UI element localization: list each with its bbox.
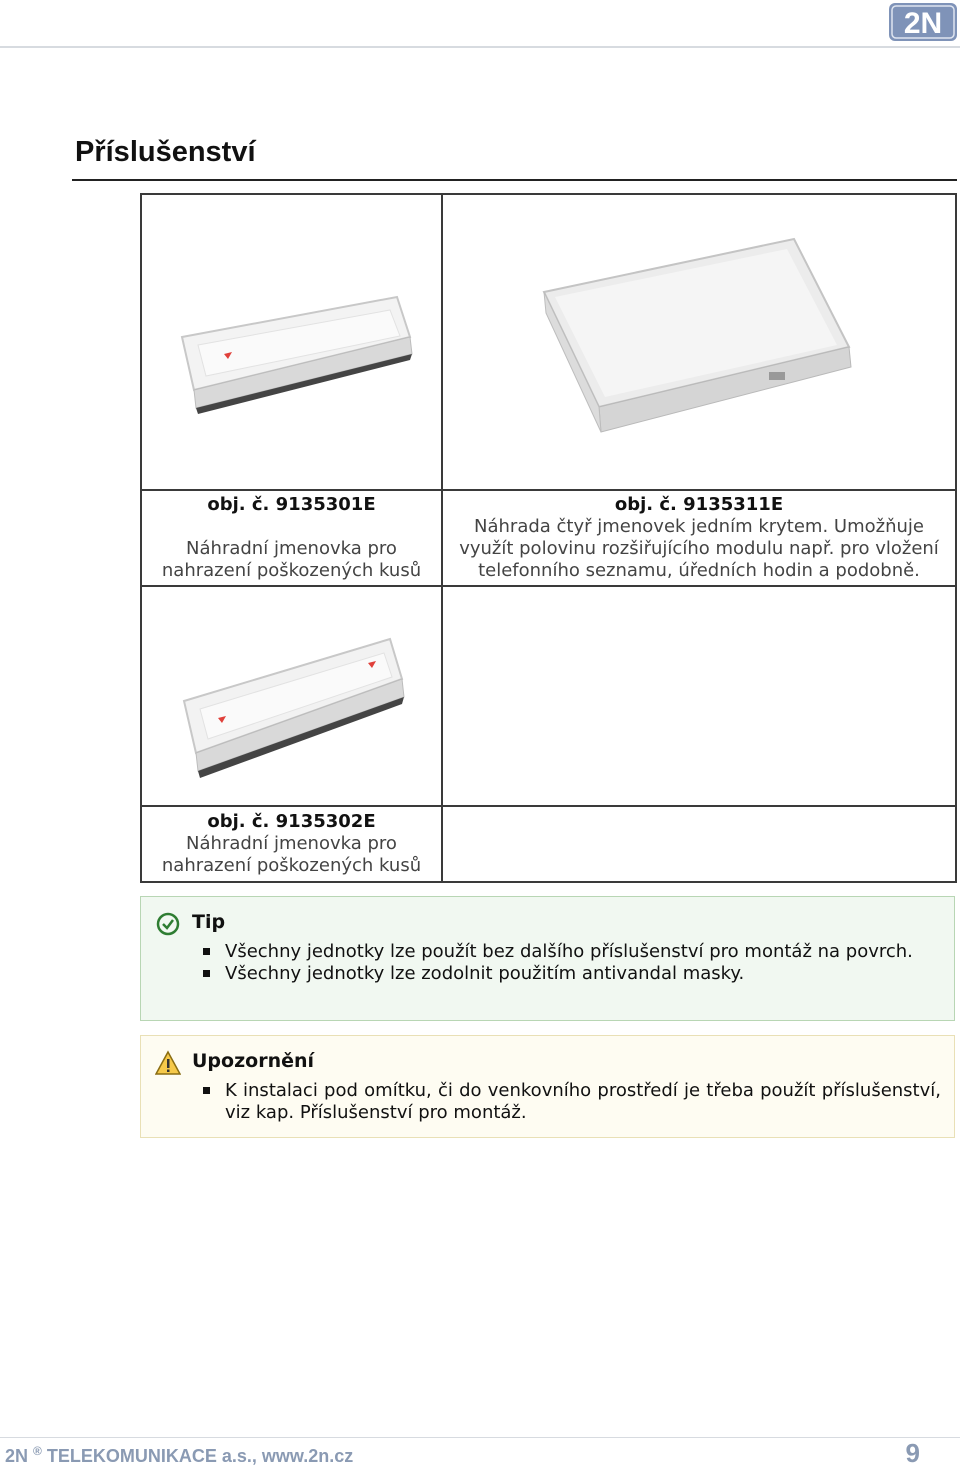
product-description-line: nahrazení poškozených kusů (161, 855, 422, 876)
product-description-line: Náhradní jmenovka pro (186, 538, 397, 559)
footer-brand: 2N (5, 1446, 29, 1466)
tip-list (225, 941, 941, 985)
empty-cell (442, 806, 956, 882)
product-caption (442, 490, 956, 586)
tip-heading: Tip (192, 911, 226, 933)
product-caption (141, 806, 442, 882)
product-image-cell (141, 586, 442, 806)
check-circle-icon (155, 911, 181, 937)
product-description-line: využít polovinu rozšiřujícího modulu např. pro vložení (459, 538, 939, 559)
warning-box (140, 1035, 955, 1138)
warning-list (225, 1080, 941, 1124)
order-number: obj. č. 9135302E (207, 811, 376, 832)
list-item: K instalaci pod omítku, či do venkovního prostředí je třeba použít příslušenství, viz kap. Příslušenství pro montáž. (225, 1080, 941, 1123)
accessories-table (140, 193, 957, 883)
order-number: obj. č. 9135311E (614, 494, 784, 515)
empty-cell (442, 586, 956, 806)
product-image-cell (141, 194, 442, 490)
product-description-line: Náhradní jmenovka pro (186, 833, 397, 854)
brand-logo (888, 2, 958, 42)
order-number: obj. č. 9135301E (207, 494, 376, 515)
product-caption (141, 490, 442, 586)
logo-text: 2N (903, 7, 943, 40)
page-title: Příslušenství (75, 136, 256, 168)
warning-heading: Upozornění (192, 1050, 315, 1072)
nameplate-image (162, 601, 422, 791)
tip-box (140, 896, 955, 1021)
list-item: Všechny jednotky lze zodolnit použitím antivandal masky. (225, 963, 941, 985)
warning-triangle-icon (155, 1050, 181, 1076)
product-description-line: nahrazení poškozených kusů (161, 560, 422, 581)
product-description-line: telefonního seznamu, úředních hodin a podobně. (478, 560, 920, 581)
title-rule (72, 179, 957, 181)
header-rule (0, 46, 960, 48)
list-item: Všechny jednotky lze použít bez dalšího příslušenství pro montáž na povrch. (225, 941, 941, 963)
page-number: 9 (905, 1438, 920, 1468)
product-description-line: Náhrada čtyř jmenovek jedním krytem. Umožňuje (474, 516, 924, 537)
footer-company: TELEKOMUNIKACE a.s., www.2n.cz (41, 1446, 354, 1466)
nameplate-image (162, 242, 422, 442)
product-image-cell (442, 194, 956, 490)
cover-plate-image (529, 217, 869, 467)
registered-mark: ® (33, 1444, 42, 1458)
footer-rule (0, 1437, 960, 1438)
footer-text (5, 1444, 353, 1467)
